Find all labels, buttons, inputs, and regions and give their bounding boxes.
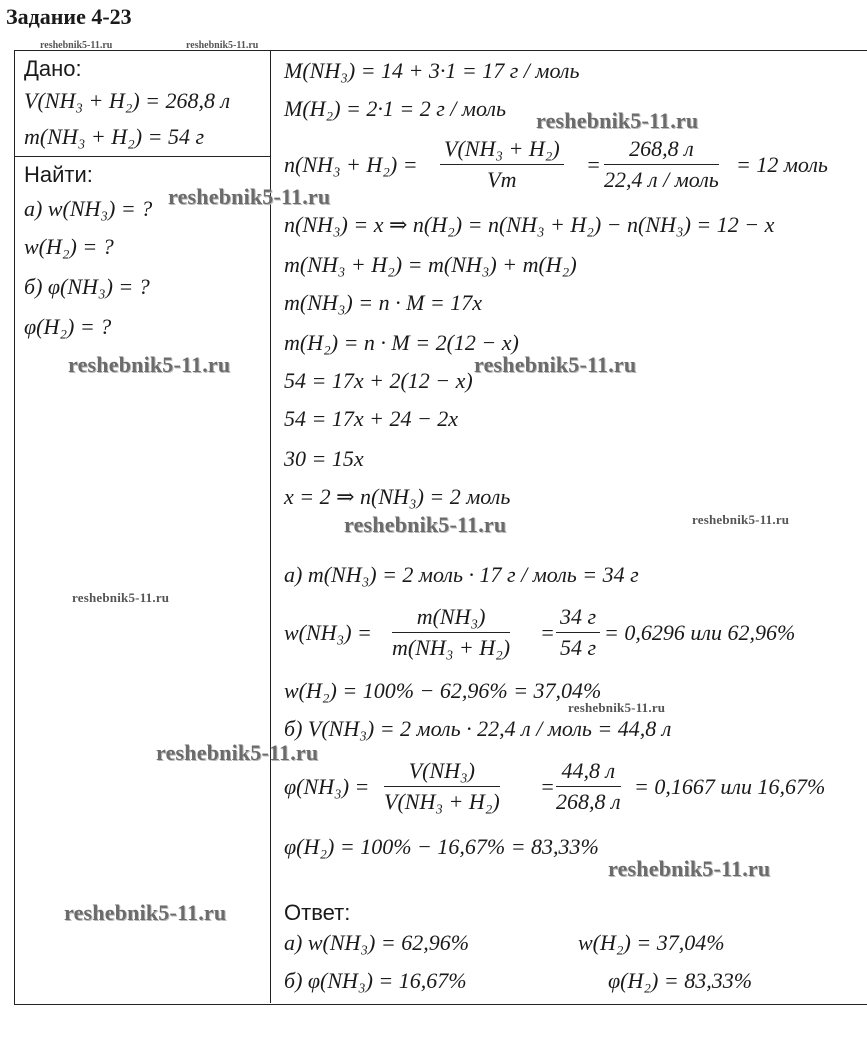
given-find-divider <box>14 156 271 157</box>
fraction-denominator: 268,8 л <box>556 789 621 814</box>
answer-item: б) φ(NH₃) = 16,67% <box>284 968 467 993</box>
fraction-numerator: V(NH₃ + H₂) <box>440 136 564 165</box>
fraction <box>384 758 500 815</box>
given-mass: m(NH₃ + H₂) = 54 г <box>24 124 205 149</box>
find-item: w(H₂) = ? <box>24 234 114 259</box>
watermark: reshebnik5-11.ru <box>568 700 666 715</box>
fraction-numerator: 34 г <box>556 604 600 633</box>
solution-line: 54 = 17x + 24 − 2x <box>284 406 459 431</box>
fraction-numerator: 44,8 л <box>556 758 621 787</box>
solution-line: w(NH₃) = <box>284 620 372 645</box>
solution-line: n(NH₃ + H₂) = <box>284 152 418 177</box>
equals-sign: = <box>540 774 555 799</box>
solution-line: x = 2 ⇒ n(NH₃) = 2 моль <box>284 484 511 509</box>
equals-sign: = <box>540 620 555 645</box>
fraction-denominator: Vm <box>487 167 517 192</box>
fraction-numerator: 268,8 л <box>604 136 719 165</box>
watermark: reshebnik5-11.ru <box>64 900 227 925</box>
watermark: reshebnik5-11.ru <box>344 512 507 537</box>
given-volume: V(NH₃ + H₂) = 268,8 л <box>24 88 231 113</box>
fraction <box>440 136 564 193</box>
watermark: reshebnik5-11.ru <box>156 740 319 765</box>
answer-label: Ответ: <box>284 900 351 925</box>
watermark: reshebnik5-11.ru <box>68 352 231 377</box>
watermark: reshebnik5-11.ru <box>40 40 113 51</box>
answer-item: w(H₂) = 37,04% <box>578 930 725 955</box>
solution-line: φ(NH₃) = <box>284 774 370 799</box>
fraction <box>604 136 719 193</box>
watermark: reshebnik5-11.ru <box>536 108 699 133</box>
watermark: reshebnik5-11.ru <box>608 856 771 881</box>
watermark: reshebnik5-11.ru <box>168 184 331 209</box>
solution-line: m(H₂) = n · M = 2(12 − x) <box>284 330 519 355</box>
watermark: reshebnik5-11.ru <box>72 590 170 605</box>
fraction-denominator: m(NH₃ + H₂) <box>392 635 511 660</box>
watermark: reshebnik5-11.ru <box>474 352 637 377</box>
solution-line: 30 = 15x <box>284 446 364 471</box>
solution-line: а) m(NH₃) = 2 моль · 17 г / моль = 34 г <box>284 562 639 587</box>
watermark: reshebnik5-11.ru <box>186 40 259 51</box>
solution-line: φ(H₂) = 100% − 16,67% = 83,33% <box>284 834 599 859</box>
find-item: а) w(NH₃) = ? <box>24 196 153 221</box>
find-item: φ(H₂) = ? <box>24 314 112 339</box>
solution-line: m(NH₃) = n · M = 17x <box>284 290 483 315</box>
task-title: Задание 4-23 <box>6 4 132 29</box>
solution-line: m(NH₃ + H₂) = m(NH₃) + m(H₂) <box>284 252 577 277</box>
find-label: Найти: <box>24 162 93 187</box>
fraction-numerator: V(NH₃) <box>384 758 500 787</box>
watermark: reshebnik5-11.ru <box>692 512 790 527</box>
solution-line: = 0,1667 или 16,67% <box>634 774 826 799</box>
solution-line: 54 = 17x + 2(12 − x) <box>284 368 473 393</box>
solution-line: n(NH₃) = x ⇒ n(H₂) = n(NH₃ + H₂) − n(NH₃) = 12 − x <box>284 212 775 237</box>
equals-sign: = <box>586 152 601 177</box>
fraction-numerator: m(NH₃) <box>392 604 510 633</box>
find-item: б) φ(NH₃) = ? <box>24 274 150 299</box>
given-label: Дано: <box>24 56 82 81</box>
fraction-denominator: 54 г <box>560 635 597 660</box>
solution-line: б) V(NH₃) = 2 моль · 22,4 л / моль = 44,8 л <box>284 716 672 741</box>
solution-line: = 0,6296 или 62,96% <box>604 620 796 645</box>
fraction <box>556 758 621 815</box>
answer-item: φ(H₂) = 83,33% <box>608 968 753 993</box>
answer-item: а) w(NH₃) = 62,96% <box>284 930 470 955</box>
solution-line: = 12 моль <box>736 152 828 177</box>
fraction-denominator: V(NH₃ + H₂) <box>384 789 500 814</box>
fraction <box>392 604 510 661</box>
fraction-denominator: 22,4 л / моль <box>604 167 719 192</box>
solution-line: M(H₂) = 2·1 = 2 г / моль <box>284 96 506 121</box>
solution-line: M(NH₃) = 14 + 3·1 = 17 г / моль <box>284 58 580 83</box>
fraction <box>556 604 600 661</box>
solution-line: w(H₂) = 100% − 62,96% = 37,04% <box>284 678 602 703</box>
